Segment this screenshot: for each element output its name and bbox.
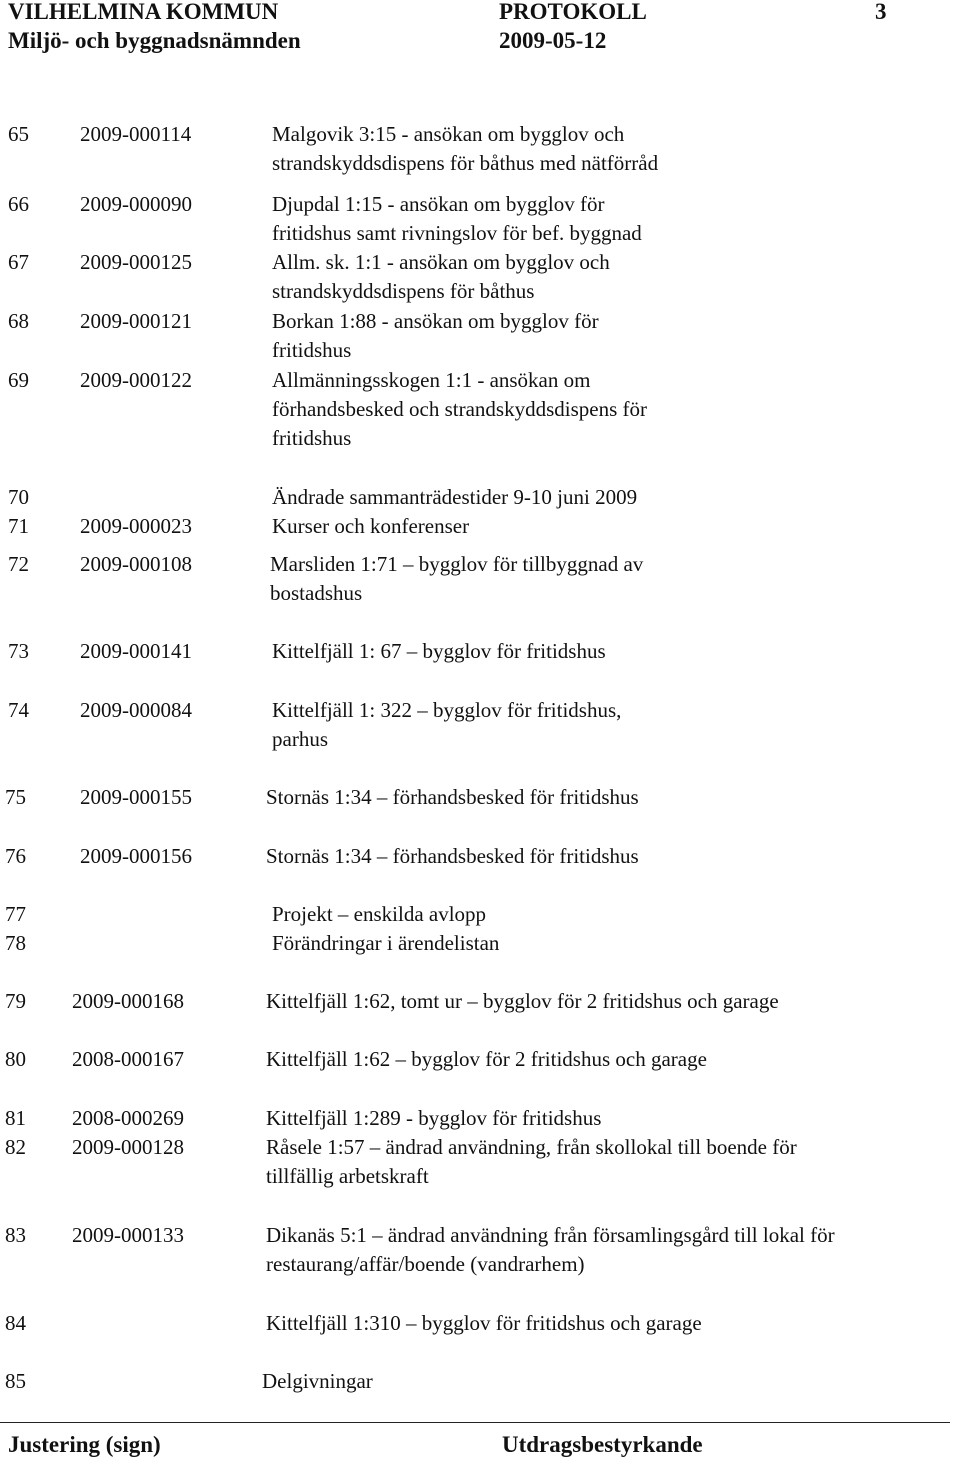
item-description-line: Borkan 1:88 - ansökan om bygglov för (272, 309, 599, 333)
item-number: 85 (5, 1369, 26, 1393)
item-number: 73 (8, 639, 29, 663)
certification-label: Utdragsbestyrkande (502, 1432, 703, 1457)
item-description-line: Dikanäs 5:1 – ändrad användning från församlingsgård till lokal för (266, 1223, 835, 1247)
case-number: 2009-000125 (80, 250, 192, 274)
municipality-name: VILHELMINA KOMMUN (8, 0, 279, 24)
case-number: 2009-000108 (80, 552, 192, 576)
item-description-line: Kittelfjäll 1:289 - bygglov för fritidshus (266, 1106, 602, 1130)
case-number: 2009-000141 (80, 639, 192, 663)
item-description-line: Malgovik 3:15 - ansökan om bygglov och (272, 122, 625, 146)
item-description-line: Råsele 1:57 – ändrad användning, från skollokal till boende för (266, 1135, 797, 1159)
item-number: 67 (8, 250, 29, 274)
item-description-line: Ändrade sammanträdestider 9-10 juni 2009 (272, 485, 638, 509)
case-number: 2009-000168 (72, 989, 184, 1013)
case-number: 2009-000084 (80, 698, 192, 722)
item-description-line: förhandsbesked och strandskyddsdispens för (272, 397, 648, 421)
case-number: 2008-000269 (72, 1106, 184, 1130)
item-description-line: strandskyddsdispens för båthus (272, 279, 535, 303)
item-description-line: fritidshus (272, 338, 352, 362)
item-description-line: Kittelfjäll 1: 322 – bygglov för fritidshus, (272, 698, 622, 722)
item-number: 80 (5, 1047, 26, 1071)
item-number: 75 (5, 785, 26, 809)
item-number: 69 (8, 368, 29, 392)
item-description-line: restaurang/affär/boende (vandrarhem) (266, 1252, 585, 1276)
item-description-line: Stornäs 1:34 – förhandsbesked för fritidshus (266, 785, 639, 809)
item-number: 71 (8, 514, 29, 538)
item-description-line: Kurser och konferenser (272, 514, 470, 538)
item-description-line: Projekt – enskilda avlopp (272, 902, 487, 926)
case-number: 2009-000156 (80, 844, 192, 868)
case-number: 2009-000122 (80, 368, 192, 392)
item-number: 76 (5, 844, 26, 868)
item-number: 74 (8, 698, 29, 722)
item-description-line: Förändringar i ärendelistan (272, 931, 500, 955)
item-description-line: parhus (272, 727, 328, 751)
item-number: 70 (8, 485, 29, 509)
item-description-line: bostadshus (270, 581, 363, 605)
item-description-line: tillfällig arbetskraft (266, 1164, 429, 1188)
item-number: 66 (8, 192, 29, 216)
item-number: 82 (5, 1135, 26, 1159)
document-type: PROTOKOLL (499, 0, 647, 24)
item-number: 65 (8, 122, 29, 146)
item-description-line: Djupdal 1:15 - ansökan om bygglov för (272, 192, 605, 216)
item-number: 81 (5, 1106, 26, 1130)
item-description-line: Stornäs 1:34 – förhandsbesked för fritidshus (266, 844, 639, 868)
case-number: 2009-000121 (80, 309, 192, 333)
item-description-line: Marsliden 1:71 – bygglov för tillbyggnad av (270, 552, 644, 576)
item-number: 84 (5, 1311, 26, 1335)
case-number: 2009-000128 (72, 1135, 184, 1159)
page-number: 3 (875, 0, 887, 24)
item-description-line: Allm. sk. 1:1 - ansökan om bygglov och (272, 250, 610, 274)
item-number: 83 (5, 1223, 26, 1247)
item-number: 78 (5, 931, 26, 955)
item-number: 79 (5, 989, 26, 1013)
item-number: 77 (5, 902, 26, 926)
item-description-line: Kittelfjäll 1:62, tomt ur – bygglov för 2 fritidshus och garage (266, 989, 779, 1013)
item-description-line: Delgivningar (262, 1369, 373, 1393)
meeting-date: 2009-05-12 (499, 28, 607, 53)
footer-rule (0, 1422, 950, 1423)
case-number: 2009-000155 (80, 785, 192, 809)
committee-name: Miljö- och byggnadsnämnden (8, 28, 301, 53)
item-description-line: strandskyddsdispens för båthus med nätförråd (272, 151, 659, 175)
case-number: 2009-000023 (80, 514, 192, 538)
item-description-line: fritidshus samt rivningslov för bef. byggnad (272, 221, 642, 245)
item-description-line: Allmänningsskogen 1:1 - ansökan om (272, 368, 591, 392)
item-number: 72 (8, 552, 29, 576)
case-number: 2009-000114 (80, 122, 192, 146)
item-number: 68 (8, 309, 29, 333)
case-number: 2009-000133 (72, 1223, 184, 1247)
item-description-line: Kittelfjäll 1: 67 – bygglov för fritidshus (272, 639, 606, 663)
item-description-line: fritidshus (272, 426, 352, 450)
case-number: 2009-000090 (80, 192, 192, 216)
item-description-line: Kittelfjäll 1:310 – bygglov för fritidshus och garage (266, 1311, 702, 1335)
case-number: 2008-000167 (72, 1047, 184, 1071)
item-description-line: Kittelfjäll 1:62 – bygglov för 2 fritidshus och garage (266, 1047, 707, 1071)
signature-label: Justering (sign) (8, 1432, 161, 1457)
